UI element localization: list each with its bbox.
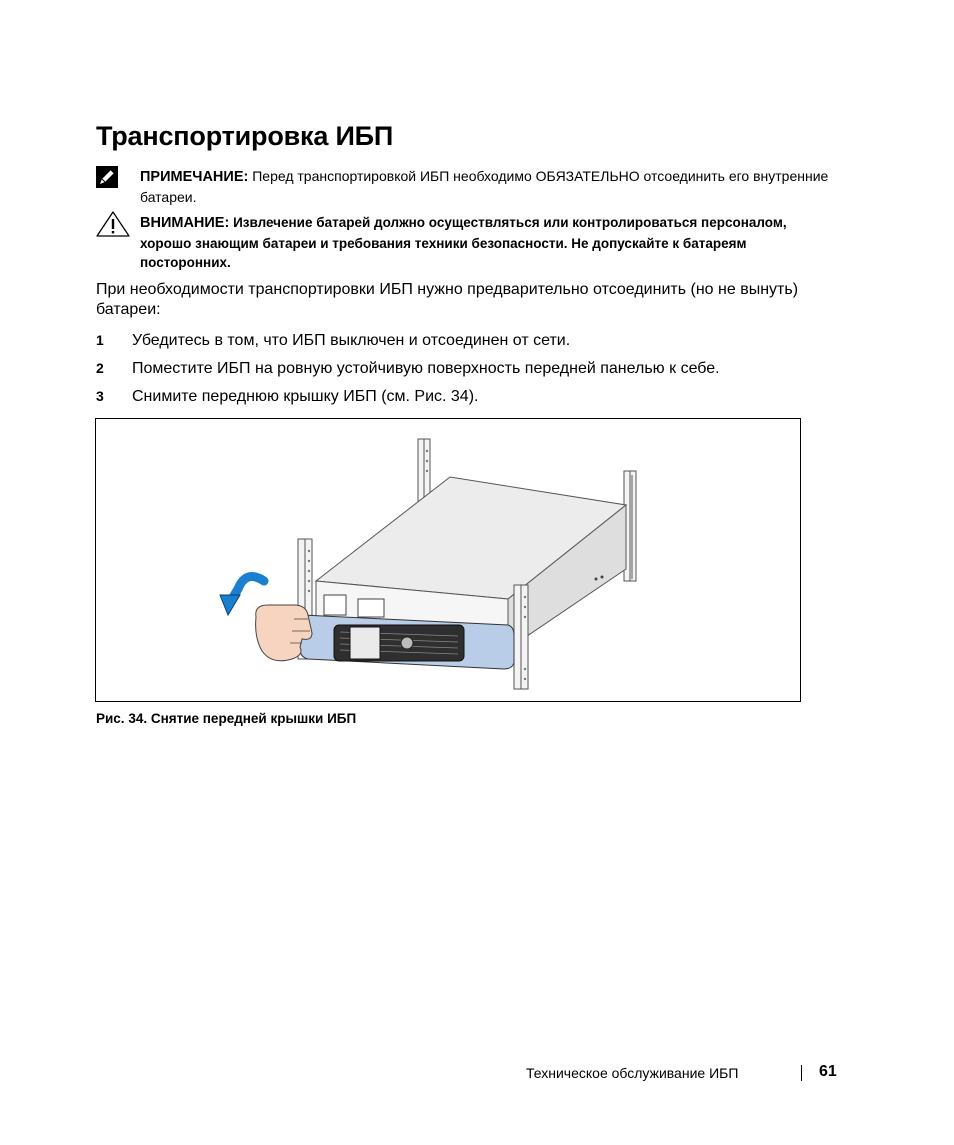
step-text: Убедитесь в том, что ИБП выключен и отсоединен от сети. [132,332,571,349]
page-number: 61 [819,1063,837,1080]
step-item [96,330,570,351]
note-pencil-icon [96,166,118,188]
step-item [96,358,720,379]
step-number: 3 [96,388,104,404]
warning-text: Извлечение батарей должно осуществляться или контролироваться персоналом, хорошо знающим батареи и требования техники безопасности. Не допускайте к батареям посторонних. [140,215,787,270]
step-text: Поместите ИБП на ровную устойчивую поверхность передней панелью к себе. [132,360,720,377]
note-text: Перед транспортировкой ИБП необходимо ОБЯЗАТЕЛЬНО отсоединить его внутренние батареи. [140,168,829,205]
step-item [96,386,478,407]
intro-paragraph: При необходимости транспортировки ИБП нужно предварительно отсоединить (но не вынуть) батареи: [96,281,799,318]
rack-rail-front-right [514,585,528,689]
warning-block [140,213,840,273]
page-title: Транспортировка ИБП [96,121,394,151]
warning-triangle-icon [96,211,130,237]
warning-label: ВНИМАНИЕ: [140,215,230,231]
ups-illustration [96,419,800,701]
step-number: 2 [96,360,104,376]
note-label: ПРИМЕЧАНИЕ: [140,169,249,185]
footer-separator [801,1065,802,1081]
figure-frame [95,418,801,702]
figure-caption: Рис. 34. Снятие передней крышки ИБП [96,711,357,726]
note-block [140,166,860,207]
step-text: Снимите переднюю крышку ИБП (см. Рис. 34). [132,388,479,405]
step-number: 1 [96,332,104,348]
footer-section-title: Техническое обслуживание ИБП [526,1065,739,1081]
